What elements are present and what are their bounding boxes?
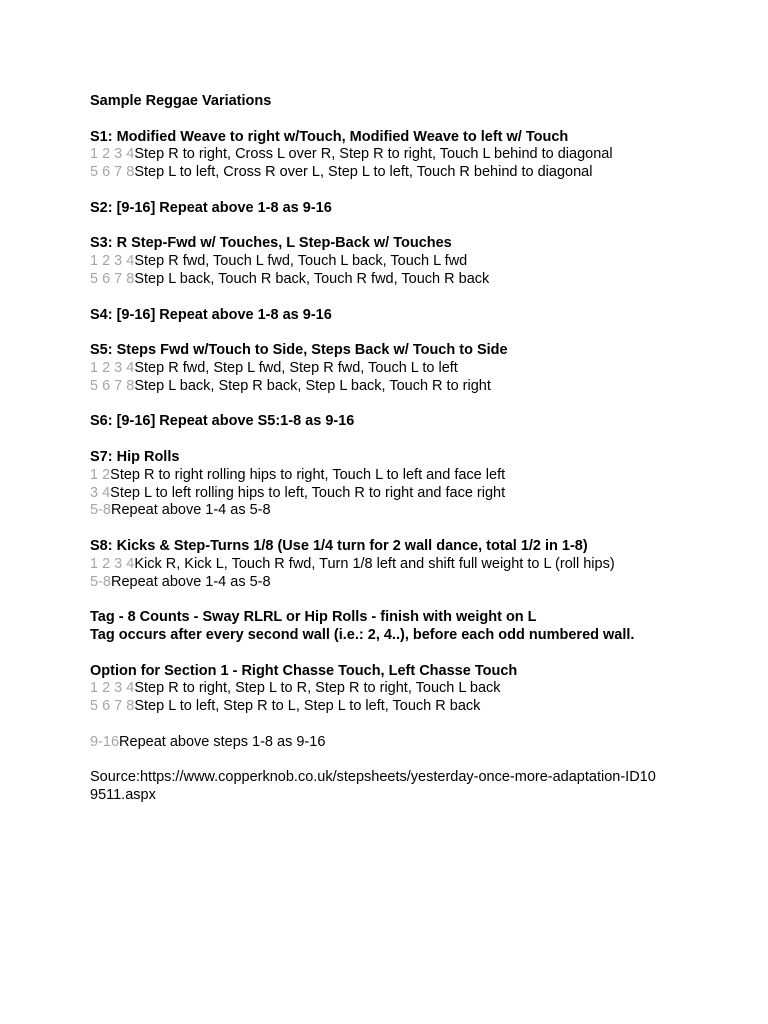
step-line xyxy=(90,146,728,164)
section-heading-s5: S5: Steps Fwd w/Touch to Side, Steps Back w/ Touch to Side xyxy=(90,342,508,359)
step-counts: 5 6 7 8 xyxy=(90,698,135,715)
step-text: Step L back, Step R back, Step L back, Touch R to right xyxy=(134,377,491,394)
spacer xyxy=(90,716,728,734)
step-text: Step R to right rolling hips to right, Touch L to left and face left xyxy=(110,466,506,483)
spacer xyxy=(90,324,728,342)
document-title: Sample Reggae Variations xyxy=(90,93,272,109)
spacer xyxy=(90,520,728,538)
step-text: Kick R, Kick L, Touch R fwd, Turn 1/8 left and shift full weight to L (roll hips) xyxy=(134,555,615,572)
step-counts: 1 2 3 4 xyxy=(90,359,135,376)
step-counts: 1 2 3 4 xyxy=(90,253,135,270)
spacer xyxy=(90,645,728,663)
step-line xyxy=(90,698,728,716)
spacer xyxy=(90,431,728,449)
section-heading-s8: S8: Kicks & Step-Turns 1/8 (Use 1/4 turn for 2 wall dance, total 1/2 in 1-8) xyxy=(90,537,588,554)
step-line xyxy=(90,253,728,271)
step-counts: 1 2 3 4 xyxy=(90,146,135,163)
step-text: Step R fwd, Step L fwd, Step R fwd, Touch L to left xyxy=(134,359,458,376)
step-text: Repeat above steps 1-8 as 9-16 xyxy=(119,733,326,750)
section-heading-s1: S1: Modified Weave to right w/Touch, Modified Weave to left w/ Touch xyxy=(90,128,569,145)
spacer xyxy=(90,289,728,307)
step-counts: 5 6 7 8 xyxy=(90,377,135,394)
step-counts: 1 2 xyxy=(90,466,111,483)
step-counts: 1 2 3 4 xyxy=(90,555,135,572)
spacer xyxy=(90,218,728,236)
step-counts: 3 4 xyxy=(90,484,111,501)
step-text: Repeat above 1-4 as 5-8 xyxy=(110,502,271,519)
step-line xyxy=(90,485,728,503)
spacer xyxy=(90,751,728,769)
step-counts: 5-8 xyxy=(90,502,111,519)
step-line xyxy=(90,502,728,520)
section-heading-s2: S2: [9-16] Repeat above 1-8 as 9-16 xyxy=(90,199,332,216)
step-line xyxy=(90,556,728,574)
step-counts: 1 2 3 4 xyxy=(90,680,135,697)
step-counts: 5-8 xyxy=(90,573,111,590)
step-counts: 9-16 xyxy=(90,733,120,750)
spacer xyxy=(90,591,728,609)
step-line xyxy=(90,164,728,182)
step-text: Step R to right, Cross L over R, Step R to right, Touch L behind to diagonal xyxy=(134,146,613,163)
spacer xyxy=(90,396,728,414)
spacer xyxy=(90,182,728,200)
section-heading-s4: S4: [9-16] Repeat above 1-8 as 9-16 xyxy=(90,306,332,323)
step-counts: 5 6 7 8 xyxy=(90,270,135,287)
step-line xyxy=(90,271,728,289)
step-text: Step R fwd, Touch L fwd, Touch L back, Touch L fwd xyxy=(134,253,468,270)
step-line xyxy=(90,680,728,698)
spacer xyxy=(90,111,728,129)
tag-note: Tag occurs after every second wall (i.e.: 2, 4..), before each odd numbered wall. xyxy=(90,626,635,643)
section-heading-s3: S3: R Step-Fwd w/ Touches, L Step-Back w/ Touches xyxy=(90,235,452,252)
step-text: Step R to right, Step L to R, Step R to right, Touch L back xyxy=(134,680,501,697)
step-line xyxy=(90,360,728,378)
step-counts: 5 6 7 8 xyxy=(90,164,135,181)
tag-heading: Tag - 8 Counts - Sway RLRL or Hip Rolls - finish with weight on L xyxy=(90,609,537,626)
step-text: Step L to left, Cross R over L, Step L to left, Touch R behind to diagonal xyxy=(134,164,593,181)
section-heading-s7: S7: Hip Rolls xyxy=(90,448,180,465)
option-heading: Option for Section 1 - Right Chasse Touch, Left Chasse Touch xyxy=(90,662,518,679)
step-text: Step L to left rolling hips to left, Touch R to right and face right xyxy=(110,484,506,501)
step-text: Repeat above 1-4 as 5-8 xyxy=(110,573,271,590)
step-line xyxy=(90,467,728,485)
source-link: Source:https://www.copperknob.co.uk/stepsheets/yesterday-once-more-adaptation-ID109511.aspx xyxy=(90,769,656,804)
section-heading-s6: S6: [9-16] Repeat above S5:1-8 as 9-16 xyxy=(90,413,355,430)
step-line xyxy=(90,378,728,396)
step-text: Step L to left, Step R to L, Step L to left, Touch R back xyxy=(134,698,481,715)
step-line xyxy=(90,574,728,592)
step-text: Step L back, Touch R back, Touch R fwd, Touch R back xyxy=(134,270,490,287)
repeat-line xyxy=(90,734,728,752)
